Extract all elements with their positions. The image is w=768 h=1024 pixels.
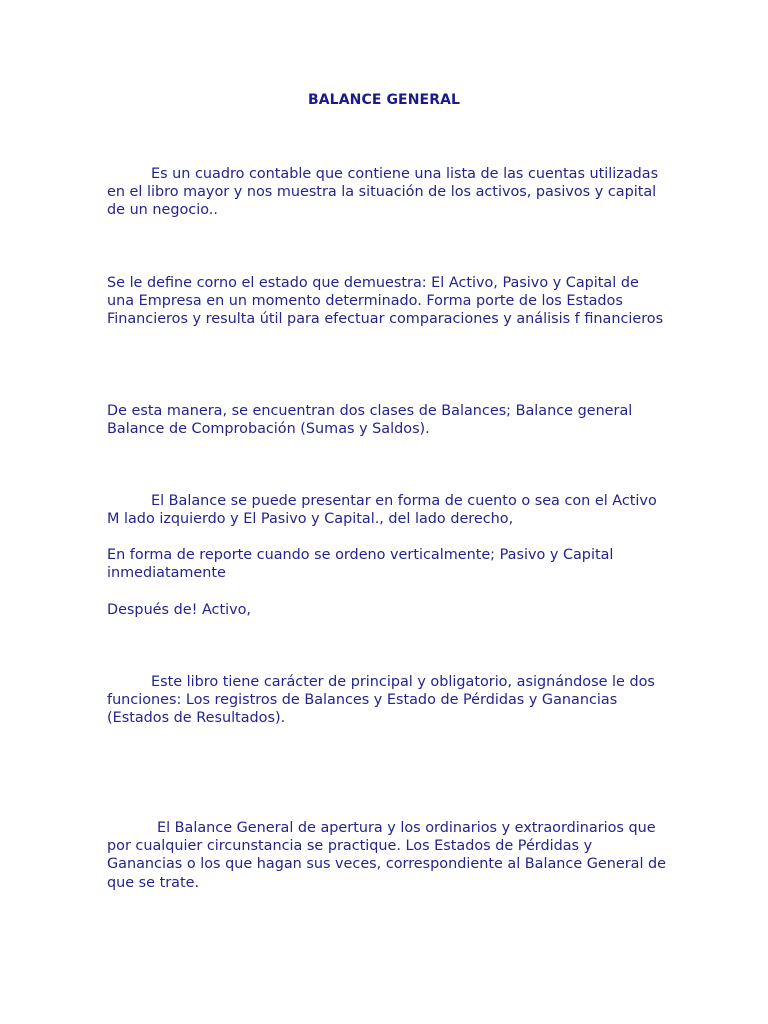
paragraph-definition: Es un cuadro contable que contiene una lista de las cuentas utilizadas en el libro mayor y nos muestra la situación de los activos, pasivos y capital de un negocio..: [107, 166, 659, 219]
paragraph-clases: De esta manera, se encuentran dos clases de Balances; Balance general Balance de Comprobación (Sumas y Saldos).: [107, 403, 633, 438]
document-title: BALANCE GENERAL: [307, 92, 461, 108]
paragraph-forma-reporte: En forma de reporte cuando se ordeno verticalmente; Pasivo y Capital inmediatamente: [107, 547, 614, 582]
paragraph-forma-cuenta: El Balance se puede presentar en forma de cuento o sea con el Activo M lado izquierdo y El Pasivo y Capital., del lado derecho,: [107, 493, 657, 528]
paragraph-despues: Después de! Activo,: [107, 602, 251, 618]
paragraph-libro: Este libro tiene carácter de principal y obligatorio, asignándose le dos funciones: Los registros de Balances y Estado de Pérdidas y Ganancias (Estados de Resultados).: [107, 674, 655, 727]
paragraph-apertura: El Balance General de apertura y los ordinarios y extraordinarios que por cualquier circunstancia se practique. Los Estados de Pérdidas y Ganancias o los que hagan sus veces, correspondiente al Balance General de que se trate.: [107, 820, 667, 891]
paragraph-estado: Se le define corno el estado que demuestra: El Activo, Pasivo y Capital de una Empresa en un momento determinado. Forma porte de los Estados Financieros y resulta útil para efectuar comparaciones y análisis f financieros: [107, 275, 664, 328]
